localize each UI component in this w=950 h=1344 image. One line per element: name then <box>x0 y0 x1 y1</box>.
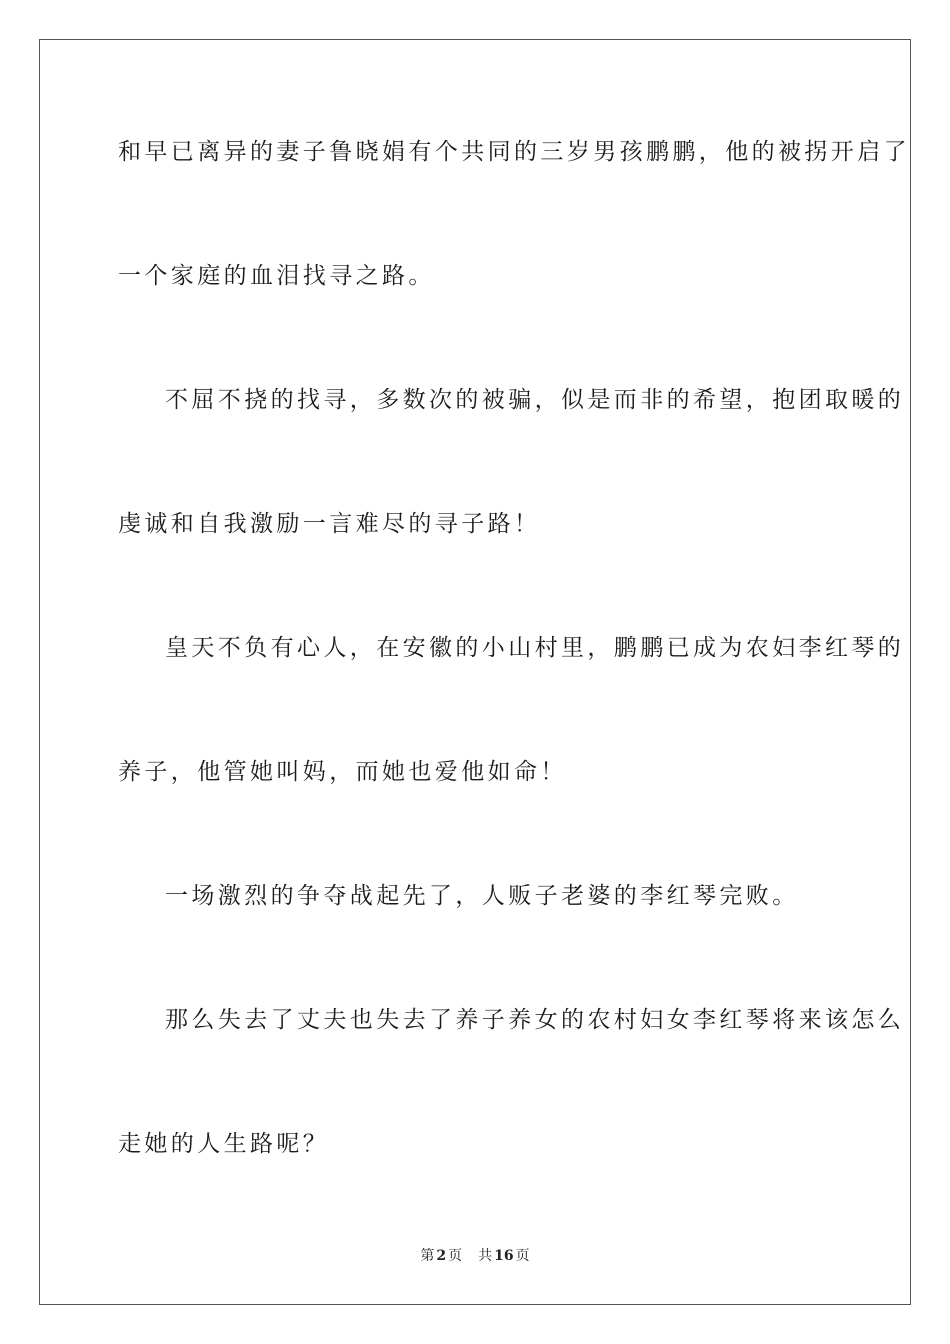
page-suffix: 页 <box>448 1248 463 1264</box>
body-line-8: 那么失去了丈夫也失去了养子养女的农村妇女李红琴将来该怎么 <box>165 1007 905 1033</box>
page-prefix: 第 <box>420 1248 435 1264</box>
body-line-9: 走她的人生路呢？ <box>118 1131 330 1157</box>
body-line-1: 和早已离异的妻子鲁晓娟有个共同的三岁男孩鹏鹏，他的被拐开启了 <box>118 139 910 165</box>
page-frame <box>39 39 911 1305</box>
body-line-6: 养子，他管她叫妈，而她也爱他如命！ <box>118 759 567 785</box>
body-line-5: 皇天不负有心人，在安徽的小山村里，鹏鹏已成为农妇李红琴的 <box>165 635 905 661</box>
body-line-4: 虔诚和自我激励一言难尽的寻子路！ <box>118 511 541 537</box>
total-prefix: 共 <box>478 1248 493 1264</box>
page-footer <box>0 1247 950 1265</box>
total-pages: 16 <box>494 1248 514 1264</box>
total-suffix: 页 <box>515 1248 530 1264</box>
body-line-3: 不屈不挠的找寻，多数次的被骗，似是而非的希望，抱团取暖的 <box>165 387 905 413</box>
page-number: 2 <box>436 1248 447 1264</box>
body-line-2: 一个家庭的血泪找寻之路。 <box>118 263 435 289</box>
body-line-7: 一场激烈的争夺战起先了，人贩子老婆的李红琴完败。 <box>165 883 799 909</box>
